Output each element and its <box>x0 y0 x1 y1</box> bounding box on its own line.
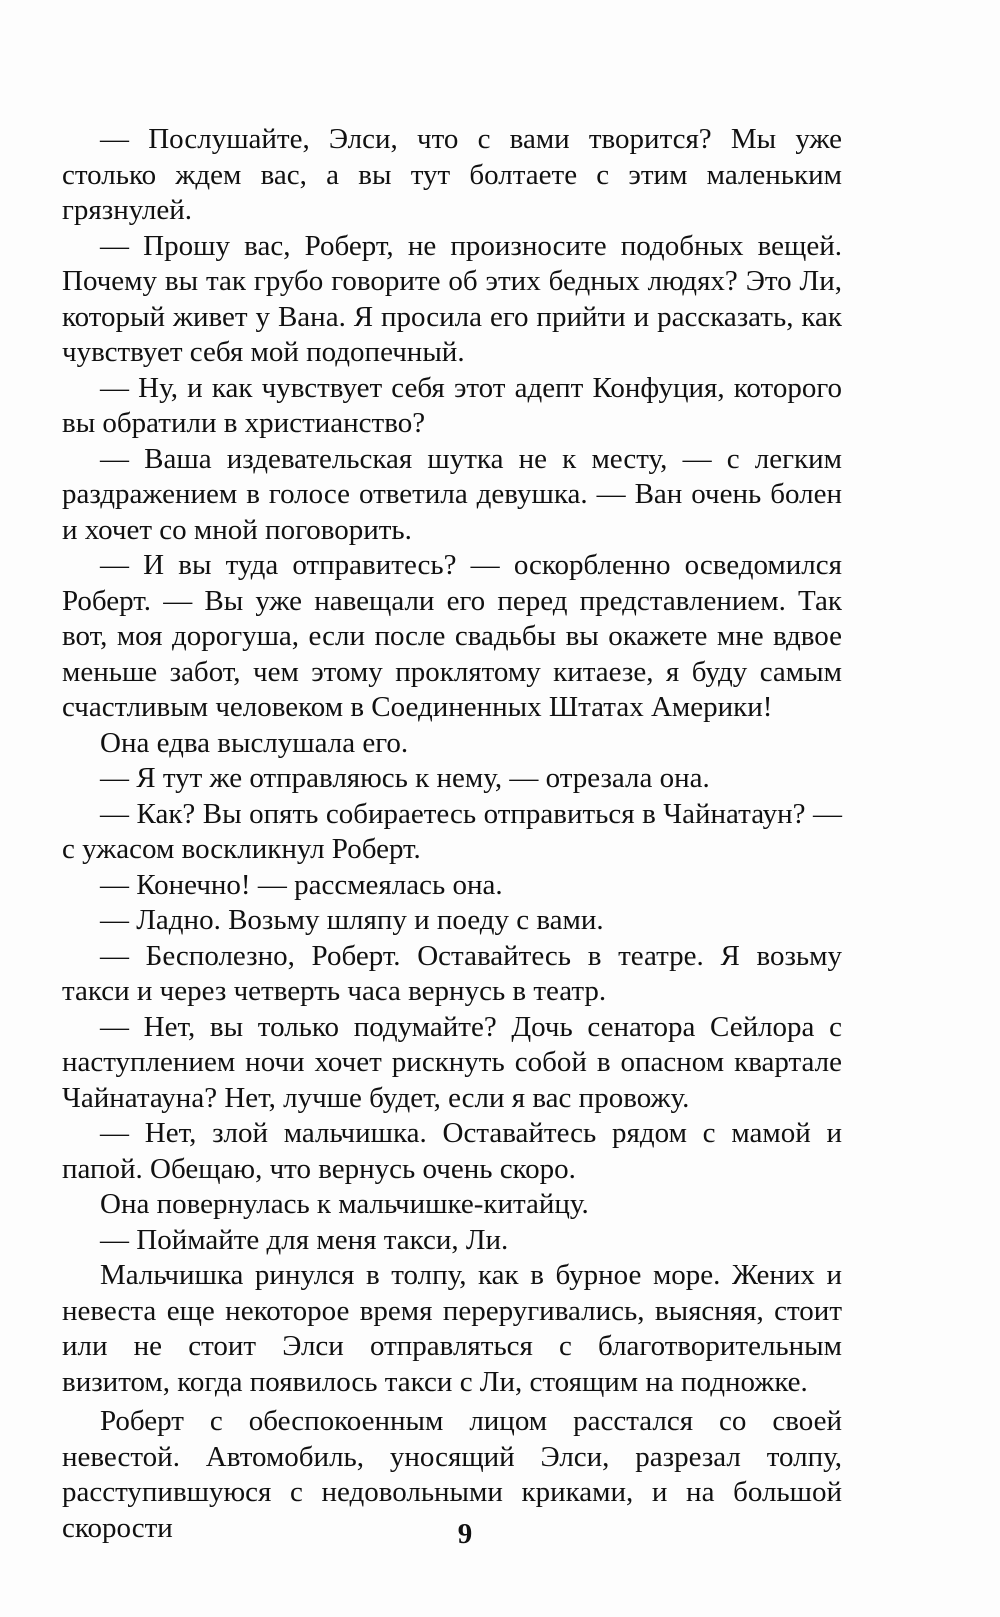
paragraph: Она едва выслушала его. <box>100 726 409 759</box>
paragraph: — Нет, злой мальчишка. Оставайтесь рядом с мамой и папой. Обещаю, что вернусь очень скоро. <box>62 1117 842 1185</box>
paragraph: Мальчишка ринулся в толпу, как в бурное море. Жених и невеста еще некоторое время переругивались, выясняя, стоит или не стоит Элси отправляться с благотворительным визитом, когда появилось такси с Ли, стоящим на подножке. <box>62 1259 842 1398</box>
body-text <box>62 122 842 1546</box>
paragraph: Она повернулась к мальчишке-китайцу. <box>100 1188 589 1220</box>
paragraph: — Ладно. Возьму шляпу и поеду с вами. <box>100 904 604 936</box>
paragraph: Роберт с обеспокоенным лицом расстался со своей невестой. Автомобиль, уносящий Элси, разрезал толпу, расступившуюся с недовольными криками, и на большой скорости <box>62 1405 842 1544</box>
paragraph: — Поймайте для меня такси, Ли. <box>100 1223 509 1256</box>
paragraph: — Послушайте, Элси, что с вами творится? Мы уже столько ждем вас, а вы тут болтаете с этим маленьким грязнулей. <box>62 123 842 226</box>
paragraph: — Бесполезно, Роберт. Оставайтесь в театре. Я возьму такси и через четверть часа вернусь в театр. <box>62 939 842 1007</box>
paragraph: — Ваша издевательская шутка не к месту, — с легким раздражением в голосе ответила девушка. — Ван очень болен и хочет со мной поговорить. <box>62 442 842 546</box>
paragraph: — Нет, вы только подумайте? Дочь сенатора Сейлора с наступлением ночи хочет рискнуть собой в опасном квартале Чайнатауна? Нет, лучше будет, если я вас провожу. <box>62 1010 842 1114</box>
paragraph: — Ну, и как чувствует себя этот адепт Конфуция, которого вы обратили в христианство? <box>62 371 842 439</box>
paragraph: — Я тут же отправляюсь к нему, — отрезала она. <box>100 762 710 794</box>
paragraph: — И вы туда отправитесь? — оскорбленно осведомился Роберт. — Вы уже навещали его перед представлением. Так вот, моя дорогуша, если после свадьбы вы окажете мне вдвое меньше забот, чем этому проклятому китаезе, я буду самым счастливым человеком в Соединенных Штатах Америки! <box>62 549 842 723</box>
paragraph: — Конечно! — рассмеялась она. <box>100 868 503 901</box>
page-number: 9 <box>457 1518 473 1550</box>
paragraph: — Прошу вас, Роберт, не произносите подобных вещей. Почему вы так грубо говорите об этих бедных людях? Это Ли, который живет у Вана. Я просила его прийти и рассказать, как чувствует себя мой подопечный. <box>62 229 842 368</box>
paragraph: — Как? Вы опять собираетесь отправиться в Чайнатаун? — с ужасом воскликнул Роберт. <box>62 797 842 865</box>
